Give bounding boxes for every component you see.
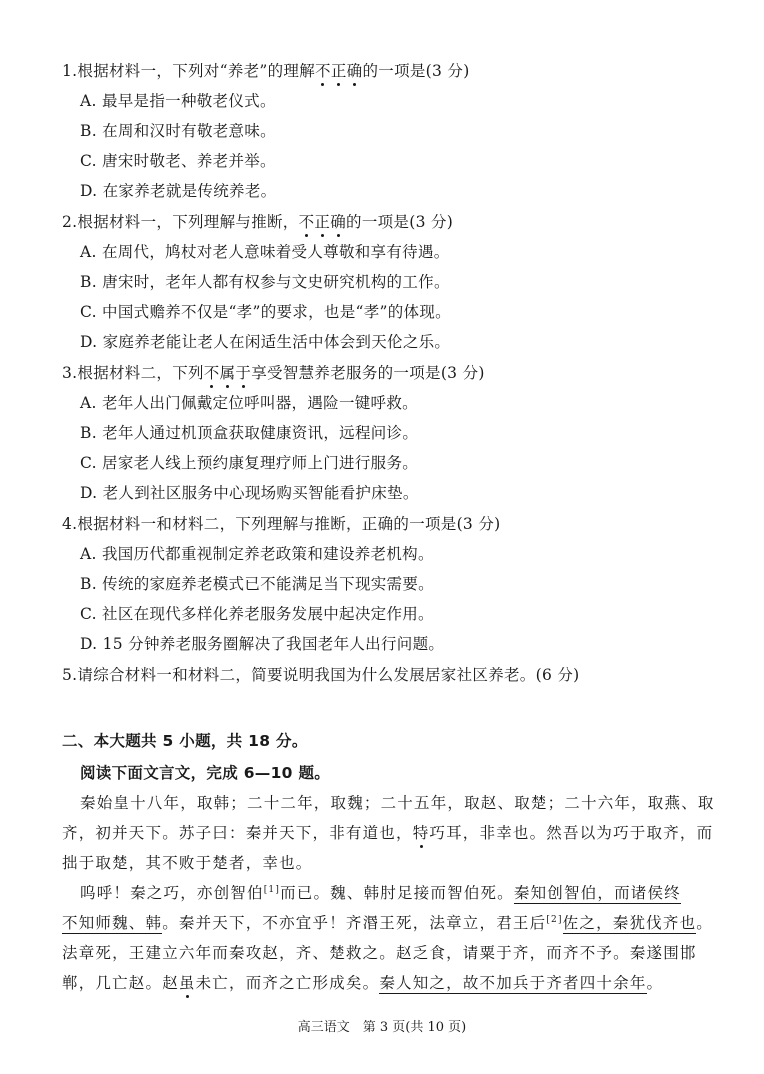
passage-p2-line-1	[80, 882, 681, 904]
question-3-option-a: A. 老年人出门佩戴定位呼叫器，遇险一键呼救。	[80, 394, 418, 412]
passage-text: 未亡，而齐之亡形成矣。	[195, 974, 380, 992]
question-stem-text: 3.根据材料二，下列	[62, 364, 204, 382]
passage-p2-line-3: 法章死，王建立六年而秦攻赵，齐、楚救之。赵乏食，请粟于齐，而齐不予。秦遂围邯	[62, 944, 697, 962]
question-2-option-b: B. 唐宋时，老年人都有权参与文史研究机构的工作。	[80, 273, 450, 291]
emphasis-char: 正	[314, 213, 331, 231]
question-4-stem: 4.根据材料一和材料二，下列理解与推断，正确的一项是(3 分)	[62, 515, 501, 533]
passage-p1-line-3: 拙于取楚，其不败于楚者，幸也。	[62, 854, 313, 872]
passage-text: 而已。魏、韩肘足接而智伯死。	[280, 884, 514, 902]
underlined-sentence: 不知师魏、韩	[62, 914, 163, 932]
question-3-option-d: D. 老人到社区服务中心现场购买智能看护床垫。	[80, 484, 419, 502]
question-stem-text: 享受智慧养老服务的一项是(3 分)	[251, 364, 485, 382]
question-5-stem: 5.请综合材料一和材料二，简要说明我国为什么发展居家社区养老。(6 分)	[62, 666, 580, 684]
question-3-option-b: B. 老年人通过机顶盒获取健康资讯，远程问诊。	[80, 424, 419, 442]
question-1-option-a: A. 最早是指一种敬老仪式。	[80, 92, 276, 110]
question-4-option-c: C. 社区在现代多样化养老服务发展中起决定作用。	[80, 605, 434, 623]
section-2-instruction: 阅读下面文言文，完成 6—10 题。	[80, 764, 331, 782]
question-2-option-c: C. 中国式赡养不仅是“孝”的要求，也是“孝”的体现。	[80, 303, 451, 321]
passage-text: 齐，初并天下。苏子曰：秦并天下，非有道也，	[62, 824, 413, 842]
passage-text: 巧耳，非幸也。然吾以为巧于取齐，而	[429, 824, 714, 842]
footnote-marker: [2]	[546, 915, 563, 925]
emphasis-char: 虽	[178, 974, 196, 992]
question-4-option-d: D. 15 分钟养老服务圈解决了我国老年人出行问题。	[80, 635, 445, 653]
question-2-stem	[62, 211, 453, 233]
page-footer: 高三语文 第 3 页(共 10 页)	[297, 1020, 467, 1035]
question-3-stem	[62, 362, 485, 384]
underlined-sentence: 秦人知之，故不加兵于齐者四十余年	[379, 974, 647, 992]
question-1-stem	[62, 60, 470, 82]
question-3-option-c: C. 居家老人线上预约康复理疗师上门进行服务。	[80, 454, 419, 472]
question-2-option-d: D. 家庭养老能让老人在闲适生活中体会到天伦之乐。	[80, 333, 451, 351]
passage-p2-line-2	[62, 912, 713, 934]
emphasis-char: 不	[298, 213, 315, 231]
passage-text: 郸，几亡赵。赵	[62, 974, 179, 992]
passage-text: 呜呼！秦之巧，亦创智伯	[80, 884, 264, 902]
emphasis-char: 不	[315, 62, 331, 80]
question-1-option-c: C. 唐宋时敬老、养老并举。	[80, 152, 276, 170]
passage-text: 。	[646, 974, 664, 992]
emphasis-char: 正	[330, 62, 347, 80]
section-2-title: 二、本大题共 5 小题，共 18 分。	[62, 732, 308, 750]
passage-text: 。秦并天下，不亦宜乎！齐湣王死，法章立，君王后	[162, 914, 547, 932]
emphasis-char: 于	[235, 364, 252, 382]
passage-p1-line-2	[62, 822, 713, 844]
question-2-option-a: A. 在周代，鸠杖对老人意味着受人尊敬和享有待遇。	[80, 243, 450, 261]
question-stem-text: 的一项是(3 分)	[362, 62, 470, 80]
question-1-option-b: B. 在周和汉时有敬老意味。	[80, 122, 276, 140]
question-1-option-d: D. 在家养老就是传统养老。	[80, 182, 277, 200]
question-4-option-b: B. 传统的家庭养老模式已不能满足当下现实需要。	[80, 575, 434, 593]
passage-p1-line-1: 秦始皇十八年，取韩；二十二年，取魏；二十五年，取赵、取楚；二十六年，取燕、取	[80, 794, 715, 812]
emphasis-char: 不	[203, 364, 220, 382]
footnote-marker: [1]	[263, 885, 281, 895]
emphasis-char: 属	[219, 364, 236, 382]
emphasis-char: 确	[330, 213, 347, 231]
passage-p2-line-4	[62, 972, 663, 994]
underlined-sentence: 佐之，秦犹伐齐也	[562, 914, 697, 932]
emphasis-char: 特	[412, 824, 430, 842]
question-4-option-a: A. 我国历代都重视制定养老政策和建设养老机构。	[80, 545, 434, 563]
question-stem-text: 的一项是(3 分)	[346, 213, 454, 231]
emphasis-char: 确	[346, 62, 363, 80]
underlined-sentence: 秦知创智伯，而诸侯终	[513, 884, 681, 902]
question-stem-text: 1.根据材料一，下列对“养老”的理解	[62, 62, 316, 80]
passage-text: 。	[696, 914, 713, 932]
question-stem-text: 2.根据材料一，下列理解与推断，	[62, 213, 299, 231]
